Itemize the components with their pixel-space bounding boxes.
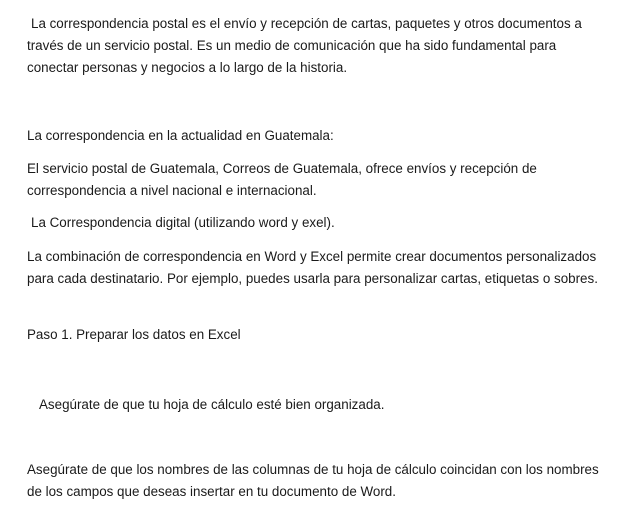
spreadsheet-organized-paragraph: Asegúrate de que tu hoja de cálculo esté bien organizada. (39, 397, 385, 412)
guatemala-heading: La correspondencia en la actualidad en Guatemala: (27, 128, 334, 143)
intro-paragraph: La correspondencia postal es el envío y recepción de cartas, paquetes y otros documentos a través de un servicio postal. Es un medio de comunicación que ha sido fundamental para conectar personas y negocios a lo largo de la historia. (27, 16, 582, 75)
digital-correspondence-heading: La Correspondencia digital (utilizando word y exel). (31, 215, 335, 230)
postal-service-paragraph: El servicio postal de Guatemala, Correos de Guatemala, ofrece envíos y recepción de correspondencia a nivel nacional e internacional. (27, 161, 537, 198)
column-names-paragraph: Asegúrate de que los nombres de las columnas de tu hoja de cálculo coincidan con los nombres de los campos que deseas insertar en tu documento de Word. (27, 462, 599, 499)
mail-merge-paragraph: La combinación de correspondencia en Word y Excel permite crear documentos personalizados para cada destinatario. Por ejemplo, puedes usarla para personalizar cartas, etiquetas o sobres. (27, 249, 598, 286)
step-1-heading: Paso 1. Preparar los datos en Excel (27, 327, 241, 342)
